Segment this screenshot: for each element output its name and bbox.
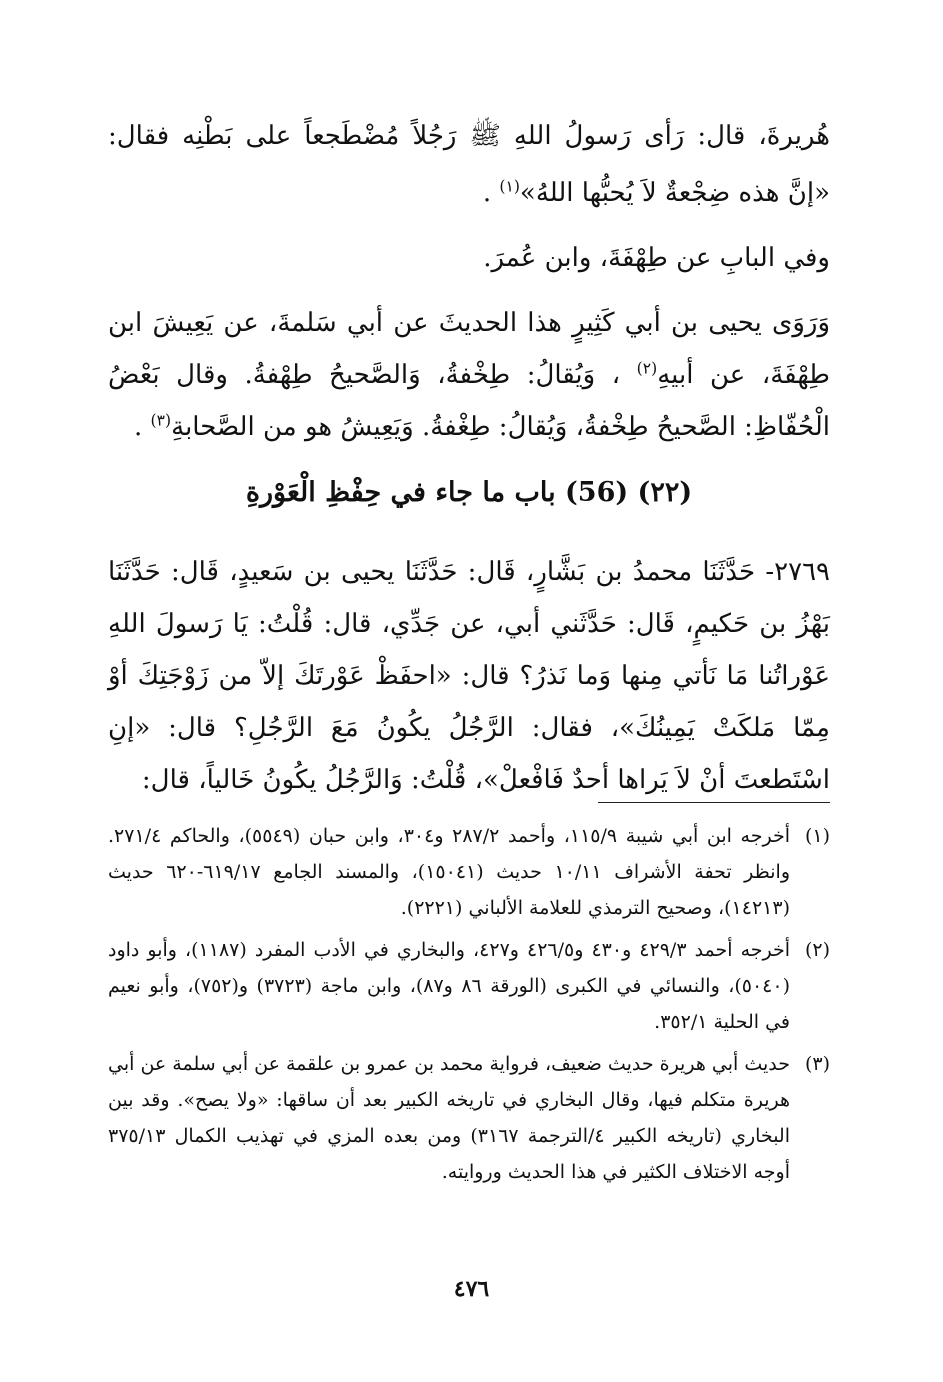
footnote-ref-3[interactable]: (٣) <box>150 411 172 430</box>
footnote-ref-2[interactable]: (٢) <box>636 359 658 378</box>
footnote-text: أخرجه ابن أبي شيبة ١١٥/٩، وأحمد ٢٨٧/٢ و٣٠٤، وابن حبان (٥٥٤٩)، والحاكم ٢٧١/٤. وانظر تحفة الأشراف ١٠/١١ حديث (١٥٠٤١)، والمسند الجامع ٦١٩/١٧-٦٢٠ حديث (١٤٢١٣)، وصحيح الترمذي للعلامة الألباني (٢٢٢١). <box>108 825 790 919</box>
paragraph-text-b: ، وَيُقالُ: طِخْفةُ، وَالصَّحيحُ طِهْفةُ. وقال بَعْضُ الْحُفّاظِ: الصَّحيحُ طِخْفةُ، وَيُقالُ: طِغْفةُ. وَيَعِيشُ هو من الصَّحابةِ <box>108 360 830 442</box>
paragraph-end: . <box>134 412 151 442</box>
footnote-text: أخرجه أحمد ٤٢٩/٣ و٤٣٠ و٤٢٦/٥ و٤٢٧، والبخاري في الأدب المفرد (١١٨٧)، وأبو داود (٥٠٤٠)، والنسائي في الكبرى (الورقة ٨٦ و٨٧)، وابن ماجة (٣٧٢٣) و(٧٥٢)، وأبو نعيم في الحلية ٣٥٢/١. <box>108 939 791 1033</box>
chapter-heading: (٢٢) (56) باب ما جاء في حِفْظِ الْعَوْرةِ <box>245 477 693 508</box>
paragraph-related-narrations: وفي البابِ عن طِهْفَةَ، وابن عُمرَ. <box>483 243 830 273</box>
paragraph-text-a: وَرَوَى يحيى بن أبي كَثِيرٍ هذا الحديثَ عن أبي سَلمةَ، عن يَعِيشَ ابن طِهْفَةَ، عن أبيهِ <box>108 308 830 390</box>
paragraph-text: هُريرةَ، قال: رَأى رَسولُ اللهِ ﷺ رَجُلاً مُضْطَجعاً على بَطْنِه فقال: «إنَّ هذه ضِجْعةٌ لاَ يُحبُّها اللهُ» <box>108 121 830 208</box>
footnote-2 <box>108 932 830 1040</box>
footnotes <box>108 818 830 1196</box>
footnote-1 <box>108 818 830 926</box>
paragraph-hadith-continuation <box>108 108 830 222</box>
page-number: ٤٧٦ <box>453 1276 490 1302</box>
footnote-divider <box>598 802 830 803</box>
footnote-number: (١) <box>804 825 830 847</box>
paragraph-isnad-notes <box>108 297 830 453</box>
paragraph-end: . <box>482 178 500 208</box>
footnote-text: حديث أبي هريرة حديث ضعيف، فرواية محمد بن عمرو بن علقمة عن أبي سلمة عن أبي هريرة متكلم فيها، وقال البخاري في تاريخه الكبير بعد أن ساقها: «ولا يصح». وقد بين البخاري (تاريخه الكبير ٤/الترجمة ٣١٦٧) ومن بعده المزي في تهذيب الكمال ٣٧٥/١٣ أوجه الاختلاف الكثير في هذا الحديث وروايته. <box>108 1053 790 1183</box>
footnote-number: (٣) <box>804 1053 830 1075</box>
paragraph-hadith-2769: ٢٧٦٩- حَدَّثَنَا محمدُ بن بَشَّارٍ، قَال: حَدَّثَنَا يحيى بن سَعيدٍ، قَال: حَدَّثَنَا بَهْزُ بن حَكيمٍ، قَال: حَدَّثَني أبي، عن جَدِّي، قال: قُلْتُ: يَا رَسولَ اللهِ عَوْراتُنا مَا نَأتي مِنها وَما نَذرُ؟ قال: «احفَظْ عَوْرتَكَ إلاّ من زَوْجَتِكَ أوْ مِمّا مَلكَتْ يَمِينُكَ»، فقال: الرَّجُلُ يكُونُ مَعَ الرَّجُلِ؟ قال: «إنِ اسْتَطعتَ أنْ لاَ يَراها أحدٌ فَافْعلْ»، قُلْتُ: وَالرَّجُلُ يكُونُ خَالياً، قال: <box>108 557 830 795</box>
footnote-ref-1[interactable]: (١) <box>499 177 520 196</box>
footnote-number: (٢) <box>804 939 830 961</box>
footnote-3 <box>108 1046 830 1190</box>
